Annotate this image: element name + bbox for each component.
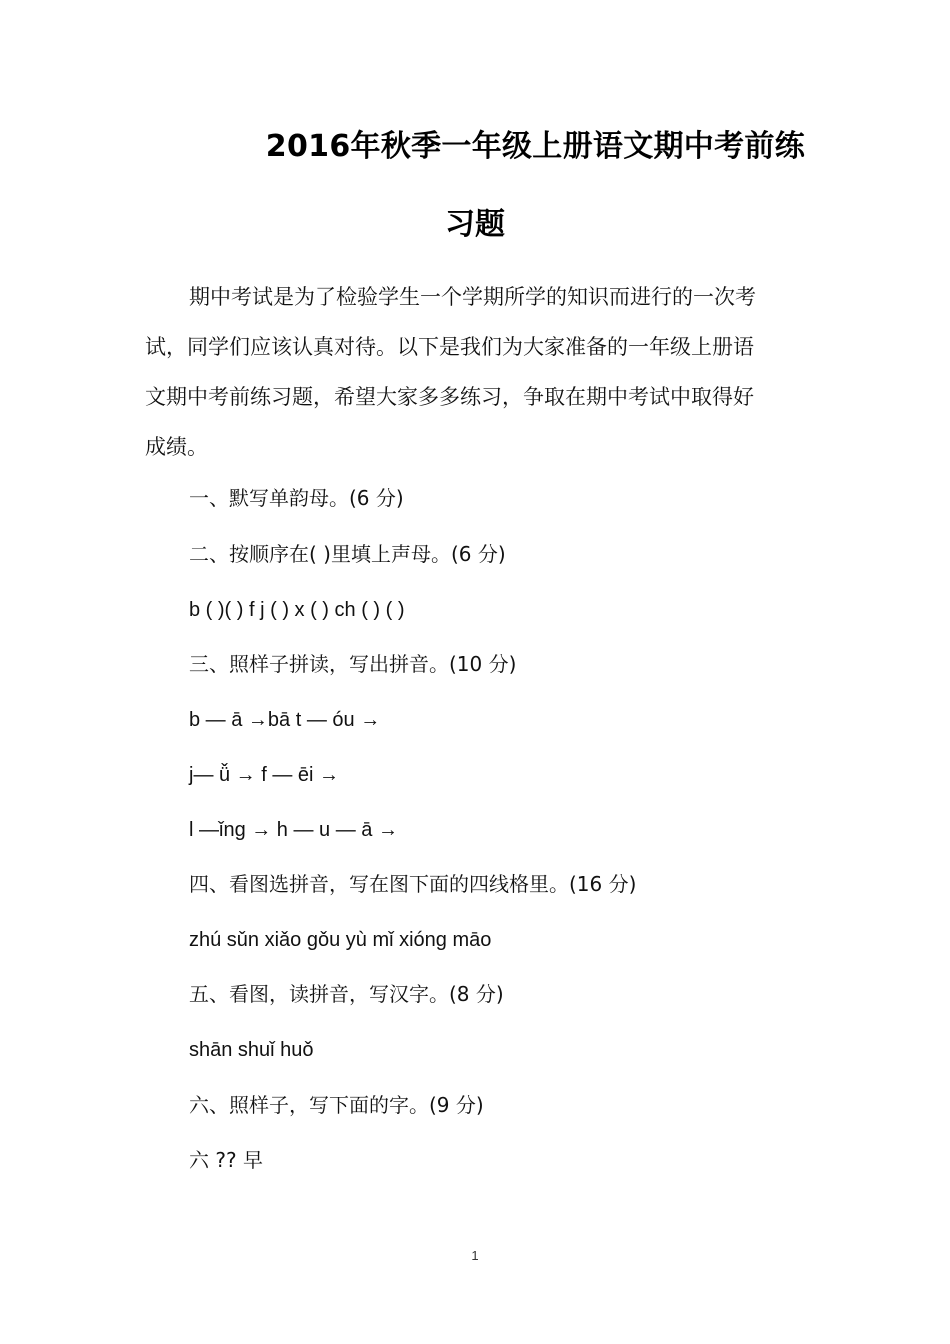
question-3-line-1: b — ā →bā t — óu → (189, 709, 381, 731)
document-title-line-1: 2016年秋季一年级上册语文期中考前练 (265, 129, 805, 164)
question-4-heading: 四、看图选拼音，写在图下面的四线格里。(16 分) (189, 872, 637, 896)
intro-line-2: 试，同学们应该认真对待。以下是我们为大家准备的一年级上册语 (145, 335, 754, 359)
question-3-line-2: j— ǚ → f — ēi → (189, 764, 340, 786)
intro-line-4: 成绩。 (145, 435, 208, 459)
question-5-content: shān shuǐ huǒ (189, 1039, 314, 1061)
intro-paragraph (145, 272, 809, 472)
question-2-content: b ( )( ) f j ( ) x ( ) ch ( ) ( ) (189, 599, 405, 621)
page-number: 1 (471, 1248, 479, 1263)
question-4-content: zhú sǔn xiǎo gǒu yù mǐ xióng māo (189, 929, 492, 951)
intro-line-3: 文期中考前练习题，希望大家多多练习，争取在期中考试中取得好 (145, 385, 754, 409)
question-6-heading: 六、照样子，写下面的字。(9 分) (189, 1093, 484, 1117)
question-2-heading: 二、按顺序在( )里填上声母。(6 分) (189, 542, 506, 566)
question-1-heading: 一、默写单韵母。(6 分) (189, 486, 404, 510)
question-3-line-3: l —ǐng → h — u — ā → (189, 819, 398, 841)
document-title-line-2: 习题 (445, 207, 505, 242)
question-5-heading: 五、看图，读拼音，写汉字。(8 分) (189, 982, 504, 1006)
question-3-heading: 三、照样子拼读，写出拼音。(10 分) (189, 652, 517, 676)
intro-line-1: 期中考试是为了检验学生一个学期所学的知识而进行的一次考 (189, 285, 756, 309)
question-6-content: 六 ?? 早 (189, 1148, 263, 1172)
